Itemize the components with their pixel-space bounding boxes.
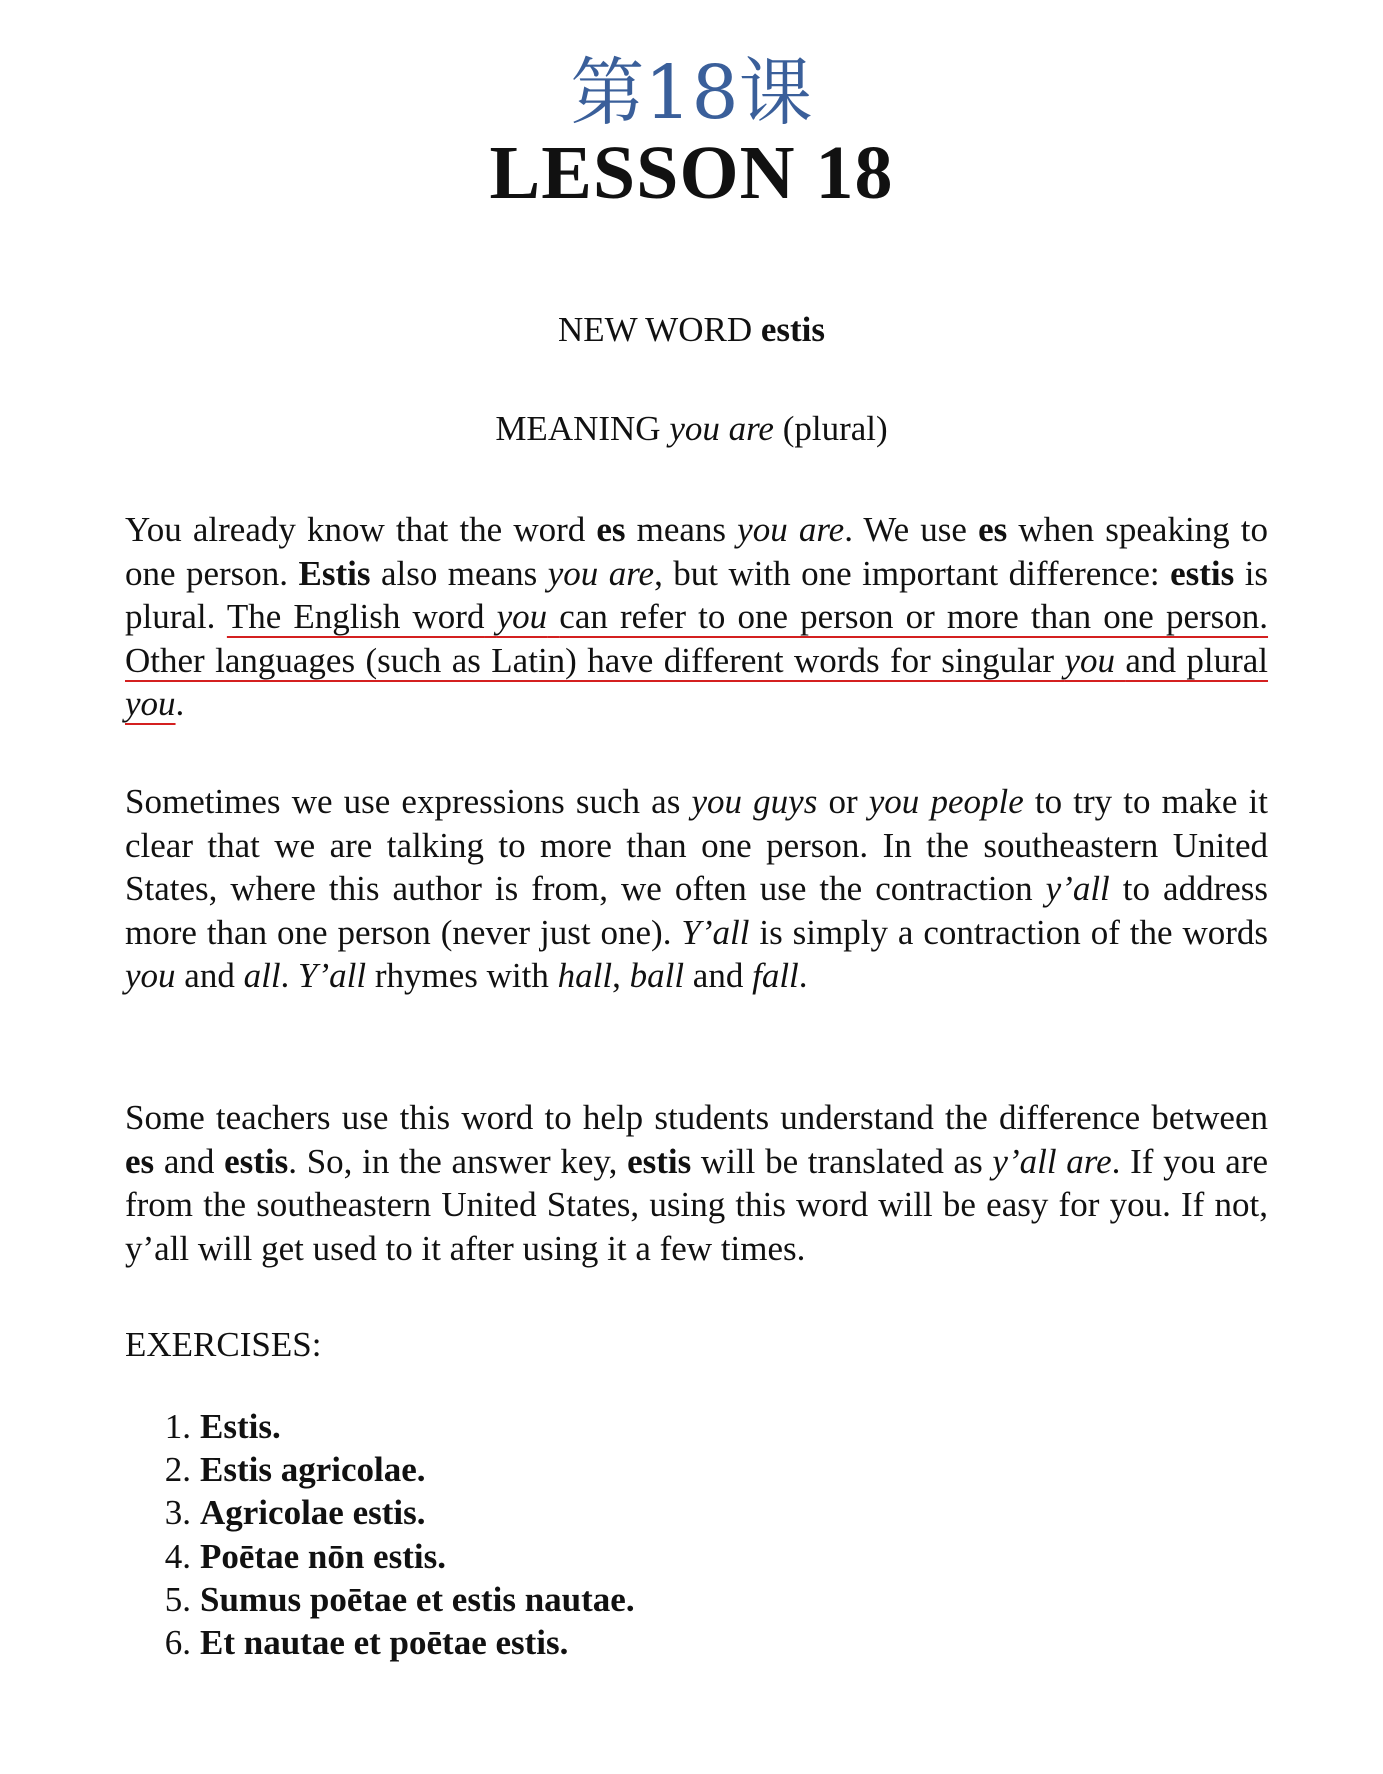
exercise-text: Sumus poētae et estis nautae. [200,1579,635,1619]
exercise-number: 3. [164,1493,191,1533]
exercises-heading: EXERCISES: [125,1325,322,1364]
exercise-number: 2. [164,1450,191,1490]
meaning-label: MEANING [495,409,661,448]
exercise-item [125,1578,635,1621]
meaning-note: (plural) [782,409,888,448]
exercise-number: 4. [164,1536,191,1576]
new-word-label: NEW WORD [557,310,753,349]
exercise-text: Estis agricolae. [200,1450,426,1490]
exercise-item [125,1448,635,1491]
exercise-text: Et nautae et poētae estis. [200,1623,569,1663]
exercise-number: 5. [164,1579,191,1619]
red-underlined-passage: The English word you can refer to one person or more than one person. Other languages (such as Latin) have different words for singular you and plural you [125,597,1269,723]
exercise-list [125,1405,635,1664]
meaning-line [0,407,1383,451]
exercise-text: Agricolae estis. [200,1493,426,1533]
lesson-title: LESSON 18 [489,131,894,215]
paragraph-es-estis: You already know that the word es means you are. We use es when speaking to one person. Estis also means you are, but with one important difference: estis is plural. The English word you can refer to one person or more than one person. Other languages (such as Latin) have different words for singular you and plural you. [125,510,1269,723]
exercise-item [125,1405,635,1448]
exercise-item [125,1491,635,1534]
meaning-value: you are [669,409,774,448]
exercise-number: 6. [164,1623,191,1663]
exercise-item [125,1621,635,1664]
paragraph-yall: Sometimes we use expressions such as you guys or you people to try to make it clear that we are talking to more than one person. In the southeastern United States, where this author is from, we often use the contraction y’all to address more than one person (never just one). Y’all is simply a contraction of the words you and all. Y’all rhymes with hall, ball and fall. [125,782,1269,995]
chinese-lesson-title: 第18课 [570,50,813,136]
new-word-line [0,308,1383,352]
exercise-number: 1. [164,1407,191,1446]
exercise-text: Poētae nōn estis. [200,1536,446,1576]
exercise-item [125,1535,635,1578]
paragraph-answer-key: Some teachers use this word to help students understand the difference between es and estis. So, in the answer key, estis will be translated as y’all are. If you are from the southeastern United States, using this word will be easy for you. If not, y’all will get used to it after using it a few times. [125,1098,1269,1268]
exercise-text: Estis. [200,1407,281,1446]
new-word-term: estis [760,310,825,349]
